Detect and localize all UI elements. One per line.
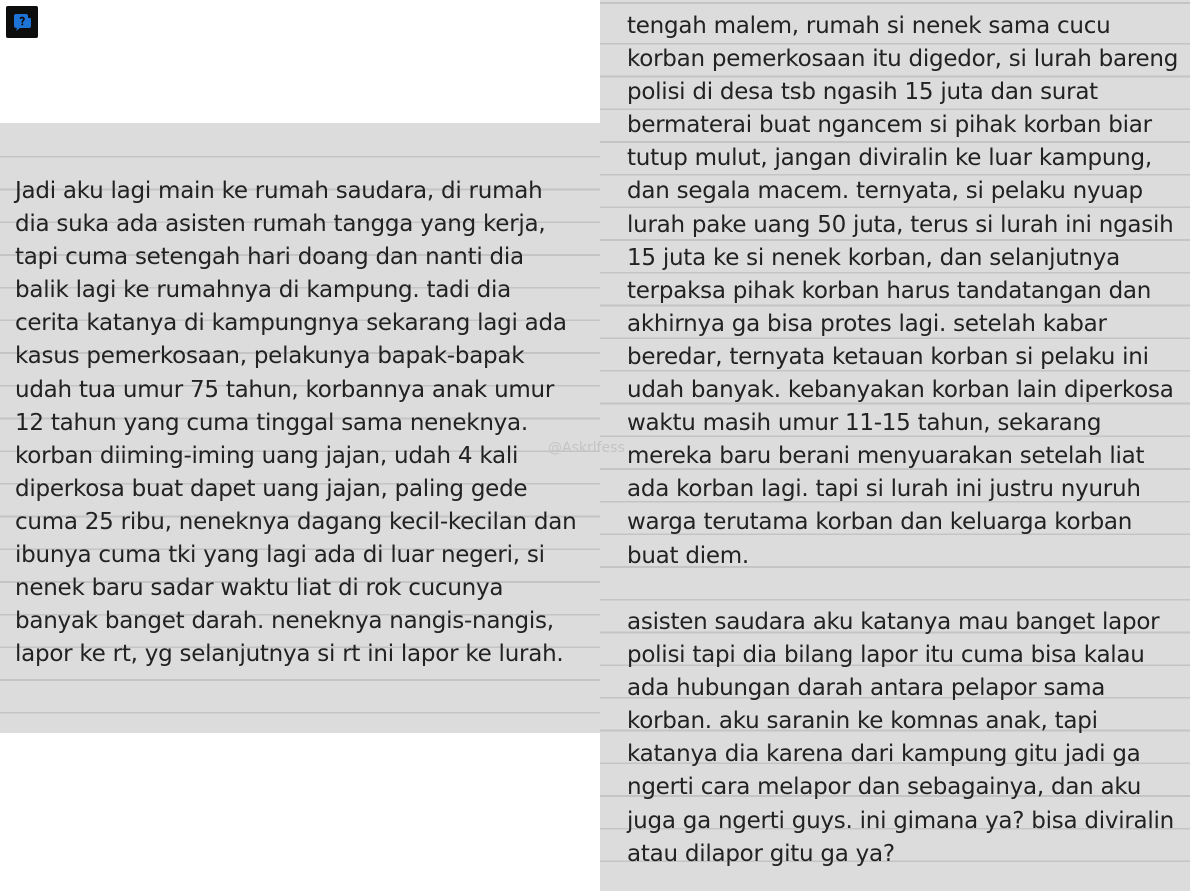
watermark-text: @Askrlfess (548, 440, 625, 456)
left-note-panel (0, 123, 600, 733)
right-note-paragraph-2: asisten saudara aku katanya mau banget lapor polisi tapi dia bilang lapor itu cuma bisa kalau ada hubungan darah antara pelapor sama korban. aku saranin ke komnas anak, tapi katanya dia karena dari kampung gitu jadi ga ngerti cara melapor dan sebagainya, dan aku juga ga ngerti guys. ini gimana ya? bisa diviralin atau dilapor gitu ga ya? (627, 609, 1175, 867)
app-icon[interactable] (6, 6, 38, 38)
left-note-text: Jadi aku lagi main ke rumah saudara, di rumah dia suka ada asisten rumah tangga yang kerja, tapi cuma setengah hari doang dan nanti dia balik lagi ke rumahnya di kampung. tadi dia cerita katanya di kampungnya sekarang lagi ada kasus pemerkosaan, pelakunya bapak-bapak udah tua umur 75 tahun, korbannya anak umur 12 tahun yang cuma tinggal sama neneknya. korban diiming-iming uang jajan, udah 4 kali diperkosa buat dapet uang jajan, paling gede cuma 25 ribu, neneknya dagang kecil-kecilan dan ibunya cuma tki yang lagi ada di luar negeri, si nenek baru sadar waktu liat di rok cucunya banyak banget darah. neneknya nangis-nangis, lapor ke rt, yg selanjutnya si rt ini lapor ke lurah. (15, 178, 577, 668)
app-logo-icon (11, 11, 33, 33)
right-note-panel (600, 0, 1190, 891)
right-note-paragraph-1: tengah malem, rumah si nenek sama cucu korban pemerkosaan itu digedor, si lurah bareng polisi di desa tsb ngasih 15 juta dan surat bermaterai buat ngancem si pihak korban biar tutup mulut, jangan diviralin ke luar kampung, dan segala macem. ternyata, si pelaku nyuap lurah pake uang 50 juta, terus si lurah ini ngasih 15 juta ke si nenek korban, dan selanjutnya terpaksa pihak korban harus tandatangan dan akhirnya ga bisa protes lagi. setelah kabar beredar, ternyata ketauan korban si pelaku ini udah banyak. kebanyakan korban lain diperkosa waktu masih umur 11-15 tahun, sekarang mereka baru berani menyuarakan setelah liat ada korban lagi. tapi si lurah ini justru nyuruh warga terutama korban dan keluarga korban buat diem. (627, 13, 1179, 569)
